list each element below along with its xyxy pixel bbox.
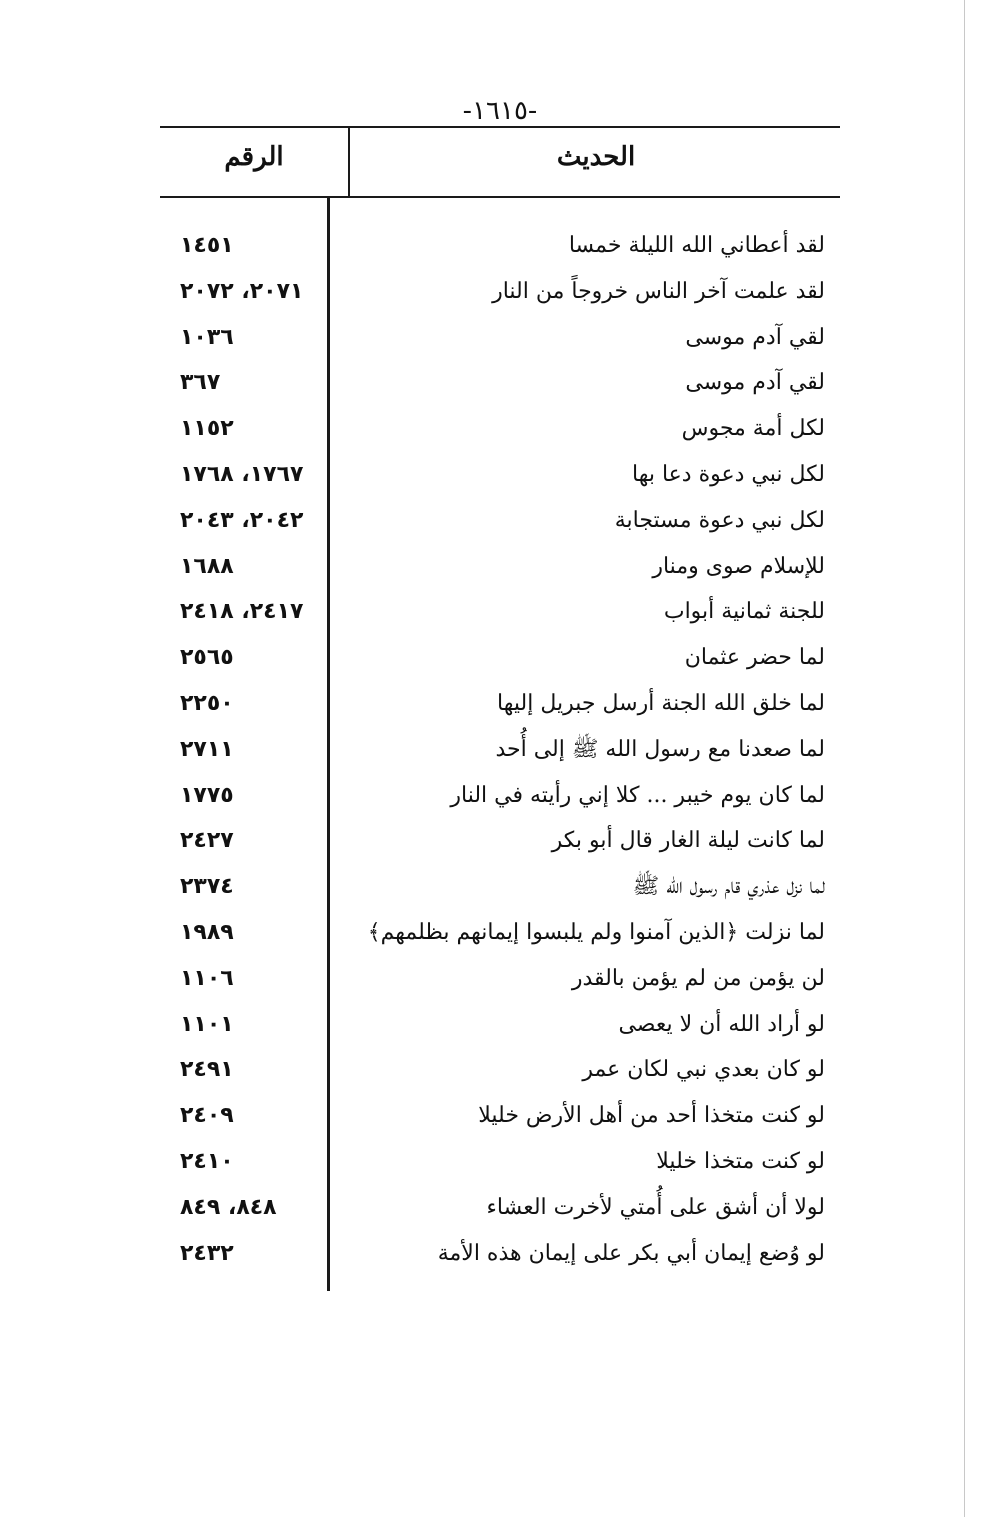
table-row bbox=[0, 1005, 983, 1051]
hadith-number: ٢٠٧١، ٢٠٧٢ bbox=[180, 278, 304, 304]
header-bottom-rule bbox=[160, 196, 840, 198]
index-table-body bbox=[0, 226, 983, 1279]
hadith-text: لما نزلت ﴿الذين آمنوا ولم يلبسوا إيمانهم بظلمهم﴾ bbox=[367, 919, 825, 945]
hadith-text: لما خلق الله الجنة أرسل جبريل إليها bbox=[497, 690, 825, 716]
hadith-text: لن يؤمن من لم يؤمن بالقدر bbox=[571, 965, 825, 991]
hadith-text: لما كان يوم خيبر ... كلا إني رأيته في النار bbox=[450, 782, 825, 808]
hadith-text: لو أراد الله أن لا يعصى bbox=[618, 1011, 825, 1037]
hadith-number: ٢٧١١ bbox=[180, 736, 234, 762]
hadith-text: لقي آدم موسى bbox=[685, 370, 825, 396]
hadith-number: ١٦٨٨ bbox=[180, 553, 234, 579]
table-row bbox=[0, 455, 983, 501]
hadith-number: ٢٤١٧، ٢٤١٨ bbox=[180, 599, 304, 625]
hadith-text: لو وُضع إيمان أبي بكر على إيمان هذه الأمة bbox=[437, 1240, 825, 1266]
hadith-number: ١٧٧٥ bbox=[180, 782, 234, 808]
hadith-text: لما كانت ليلة الغار قال أبو بكر bbox=[551, 828, 825, 854]
hadith-text: لكل أمة مجوس bbox=[681, 416, 825, 442]
table-row bbox=[0, 913, 983, 959]
table-row bbox=[0, 272, 983, 318]
hadith-text: للجنة ثمانية أبواب bbox=[663, 599, 825, 625]
page-number: -١٦١٥- bbox=[462, 96, 538, 126]
hadith-text: لما حضر عثمان bbox=[684, 645, 825, 671]
hadith-text: لما صعدنا مع رسول الله ﷺ إلى أُحد bbox=[495, 736, 825, 762]
table-row bbox=[0, 592, 983, 638]
table-row bbox=[0, 547, 983, 593]
hadith-text: لقد علمت آخر الناس خروجاً من النار bbox=[492, 278, 825, 304]
table-row bbox=[0, 821, 983, 867]
hadith-text: لولا أن أشق على أُمتي لأخرت العشاء bbox=[486, 1194, 825, 1220]
table-row bbox=[0, 226, 983, 272]
header-column-divider bbox=[348, 127, 350, 197]
hadith-text: لقد أعطاني الله الليلة خمسا bbox=[568, 233, 825, 258]
hadith-number: ٢٤١٠ bbox=[180, 1148, 234, 1174]
hadith-number: ٢٤٠٩ bbox=[180, 1103, 234, 1129]
table-row bbox=[0, 638, 983, 684]
table-row bbox=[0, 1096, 983, 1142]
hadith-text: لو كنت متخذا خليلا bbox=[656, 1148, 825, 1174]
hadith-number: ١٠٣٦ bbox=[180, 324, 234, 350]
table-row bbox=[0, 1142, 983, 1188]
hadith-number: ٢٢٥٠ bbox=[180, 690, 234, 716]
hadith-number: ٢٥٦٥ bbox=[180, 645, 234, 671]
hadith-number: ٢٤٣٢ bbox=[180, 1240, 234, 1266]
hadith-text: للإسلام صوى ومنار bbox=[652, 553, 825, 579]
hadith-text: لكل نبي دعوة دعا بها bbox=[632, 461, 825, 487]
table-row bbox=[0, 684, 983, 730]
table-row bbox=[0, 409, 983, 455]
table-row bbox=[0, 959, 983, 1005]
table-row bbox=[0, 1234, 983, 1280]
table-row bbox=[0, 867, 983, 913]
hadith-number: ١١٥٢ bbox=[180, 416, 234, 442]
hadith-number: ١١٠٦ bbox=[180, 965, 234, 991]
number-column-header: الرقم bbox=[224, 142, 284, 172]
hadith-text: لقي آدم موسى bbox=[685, 324, 825, 350]
table-row bbox=[0, 363, 983, 409]
table-row bbox=[0, 1050, 983, 1096]
hadith-number: ٨٤٨، ٨٤٩ bbox=[180, 1194, 277, 1220]
table-row bbox=[0, 318, 983, 364]
hadith-number: ٢٣٧٤ bbox=[180, 874, 234, 900]
hadith-number: ٣٦٧ bbox=[180, 370, 221, 396]
table-row bbox=[0, 501, 983, 547]
hadith-column-header: الحديث bbox=[556, 142, 636, 172]
table-row bbox=[0, 730, 983, 776]
hadith-number: ١٤٥١ bbox=[180, 233, 234, 258]
hadith-text: لما نزل عذري قام رسول الله ﷺ bbox=[632, 874, 825, 900]
hadith-number: ١٧٦٧، ١٧٦٨ bbox=[180, 461, 304, 487]
hadith-text: لو كنت متخذا أحد من أهل الأرض خليلا bbox=[478, 1103, 825, 1129]
hadith-text: لكل نبي دعوة مستجابة bbox=[614, 507, 825, 533]
table-row bbox=[0, 1188, 983, 1234]
hadith-number: ٢٠٤٢، ٢٠٤٣ bbox=[180, 507, 304, 533]
hadith-text: لو كان بعدي نبي لكان عمر bbox=[582, 1057, 825, 1083]
hadith-number: ٢٤٢٧ bbox=[180, 828, 234, 854]
table-row bbox=[0, 776, 983, 822]
hadith-number: ١٩٨٩ bbox=[180, 919, 234, 945]
hadith-number: ١١٠١ bbox=[180, 1011, 234, 1037]
hadith-number: ٢٤٩١ bbox=[180, 1057, 234, 1083]
table-top-rule bbox=[160, 126, 840, 128]
